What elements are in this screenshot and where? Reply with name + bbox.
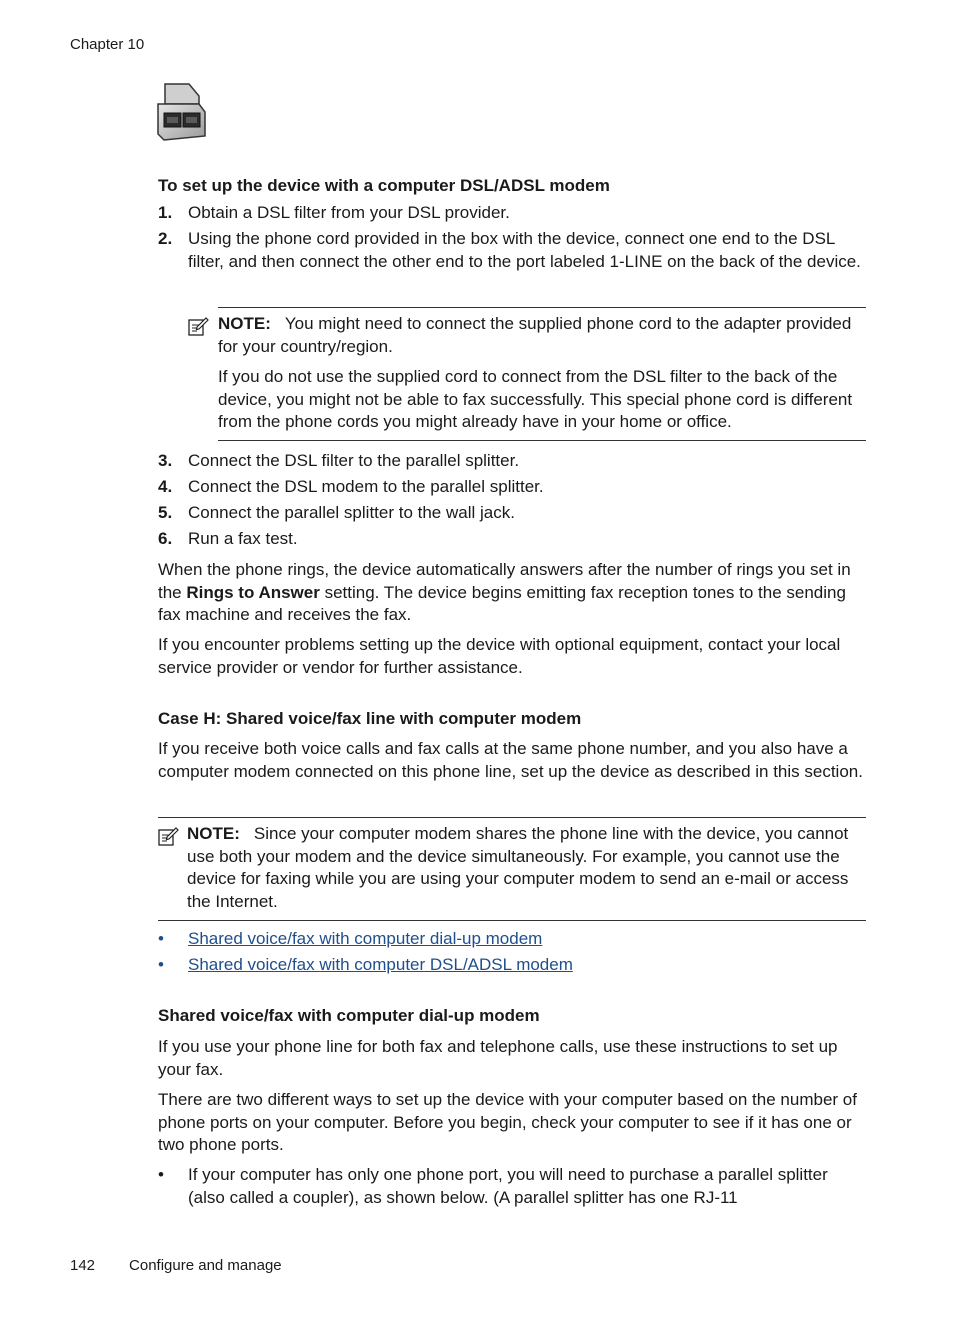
running-header: Chapter 10 — [70, 36, 145, 53]
step-text: Obtain a DSL filter from your DSL provider. — [188, 203, 510, 222]
section-heading-dsl-setup: To set up the device with a computer DSL/ADSL modem — [158, 176, 610, 195]
page-number: 142 — [70, 1257, 96, 1274]
paragraph-rings-to-answer — [158, 559, 866, 627]
paragraph-phone-ports: There are two different ways to set up the device with your computer based on the number of phone ports on your computer. Before you begin, check your computer to see if it has one or two phone ports. — [158, 1090, 857, 1154]
step-text: Run a fax test. — [188, 529, 298, 548]
note-text — [187, 823, 852, 913]
footer-section: Configure and manage — [129, 1257, 282, 1274]
section-heading-case-h: Case H: Shared voice/fax line with computer modem — [158, 709, 582, 728]
section-heading-dialup: Shared voice/fax with computer dial-up modem — [158, 1006, 540, 1025]
list-item-link-dialup — [158, 928, 542, 951]
list-item-step-5 — [158, 502, 868, 525]
paragraph-text: When the phone rings, the device automatically answers after the number of rings you set in the — [158, 560, 851, 602]
list-item-step-6 — [158, 528, 868, 551]
note-label: NOTE: — [218, 314, 271, 333]
paragraph-dialup-intro: If you use your phone line for both fax and telephone calls, use these instructions to set up your fax. — [158, 1037, 838, 1079]
setting-name: Rings to Answer — [186, 582, 320, 602]
step-number: 1. — [158, 203, 173, 222]
note-text — [218, 313, 863, 358]
bullet-text: If your computer has only one phone port, you will need to purchase a parallel splitter (also called a coupler), as shown below. (A parallel splitter has one RJ-11 — [188, 1165, 828, 1207]
bullet: • — [158, 929, 164, 948]
link-shared-dsl-modem[interactable]: Shared voice/fax with computer DSL/ADSL modem — [188, 955, 573, 974]
step-number: 5. — [158, 503, 173, 522]
list-item-one-port — [158, 1164, 866, 1209]
paragraph-text: setting. The device begins emitting fax reception tones to the sending fax machine and receives the fax. — [158, 582, 846, 624]
step-text: Connect the parallel splitter to the wall jack. — [188, 503, 515, 522]
note-text-continued: If you do not use the supplied cord to connect from the DSL filter to the back of the device, you might not be able to fax successfully. This special phone cord is different from the phone cords you might already have in your home or office. — [218, 367, 853, 431]
page-footer — [70, 1257, 282, 1274]
list-item-step-4 — [158, 476, 868, 499]
note-body: You might need to connect the supplied phone cord to the adapter provided for your country/region. — [218, 314, 852, 356]
note-body: Since your computer modem shares the phone line with the device, you cannot use both your modem and the device simultaneously. For example, you cannot use the device for faxing while you are using your computer modem to send an e-mail or access the Internet. — [187, 824, 849, 911]
step-text: Connect the DSL filter to the parallel splitter. — [188, 451, 520, 470]
parallel-splitter-illustration — [155, 82, 207, 142]
list-item-step-3 — [158, 450, 868, 473]
list-item-link-dsl — [158, 954, 573, 977]
list-item-step-2 — [158, 228, 868, 273]
bullet: • — [158, 955, 164, 974]
step-number: 2. — [158, 229, 173, 248]
parallel-splitter-icon — [155, 82, 207, 142]
note-label: NOTE: — [187, 824, 240, 843]
step-text: Using the phone cord provided in the box with the device, connect one end to the DSL filter, and then connect the other end to the port labeled 1-LINE on the back of the device. — [188, 229, 861, 271]
note-icon — [187, 315, 209, 337]
link-shared-dialup-modem[interactable]: Shared voice/fax with computer dial-up modem — [188, 929, 543, 948]
bullet: • — [158, 1165, 164, 1184]
paragraph-case-h-intro: If you receive both voice calls and fax calls at the same phone number, and you also have a computer modem connected on this phone line, set up the device as described in this section. — [158, 739, 863, 781]
list-item-step-1 — [158, 202, 868, 225]
step-number: 4. — [158, 477, 173, 496]
paragraph-assistance: If you encounter problems setting up the device with optional equipment, contact your local service provider or vendor for further assistance. — [158, 635, 841, 677]
note-icon — [157, 825, 179, 847]
step-number: 6. — [158, 529, 173, 548]
step-number: 3. — [158, 451, 173, 470]
step-text: Connect the DSL modem to the parallel splitter. — [188, 477, 544, 496]
